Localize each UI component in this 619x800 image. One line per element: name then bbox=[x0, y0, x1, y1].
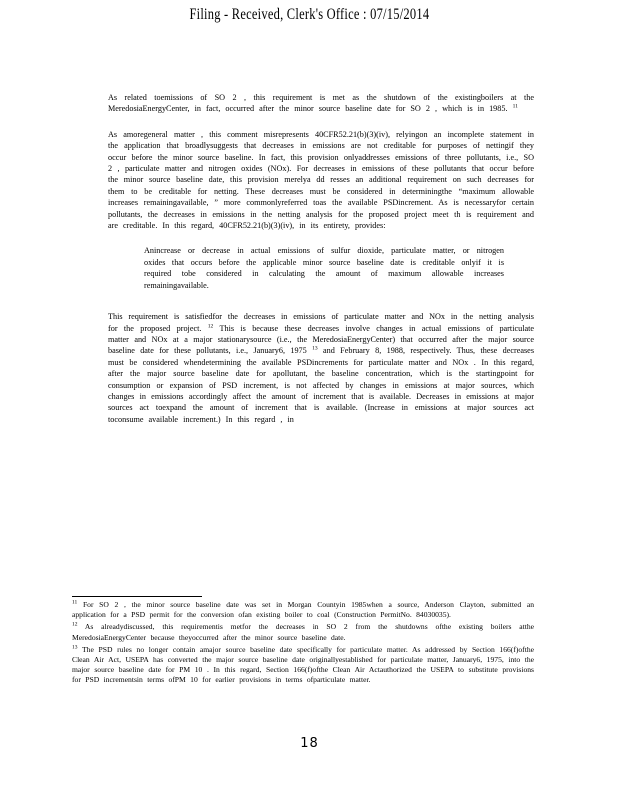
paragraph-text-part-1: This requirement is satisfiedfor the decreases in emissions of particulate matter and NOx in the netting analysis for the proposed project. bbox=[108, 312, 534, 333]
footnote-text: As alreadydiscussed, this requirementis metfor the decreases in SO 2 from the shutdowns ofthe existing boilers atthe MeredosiaEnergyCenter because theyoccurred after the minor source baseline date. bbox=[72, 622, 534, 642]
footnote-text: The PSD rules no longer contain amajor source baseline date specifically for particulate matter. As addressed by Section 166(f)ofthe Clean Air Act, USEPA has converted the major source baseline date originallyestablished for particulate matter, January6, 1975, into the major source baseline date for PM 10 . In this regard, Section 166(f)ofthe Clean Air Actauthorized the USEPA to substitute provisions for PSD incrementsin terms ofPM 10 for earlier provisions in terms ofparticulate matter. bbox=[72, 644, 534, 685]
paragraph-text-part-3: and February 8, 1988, respectively. Thus, these decreases must be considered whendetermining the available PSDincrements for particulate matter and NOx . In this regard, after the major source baseline date for apollutant, the baseline concentration, which is the startingpoint for consumption or expansion of PSD increment, is not affected by changes in emissions at major sources, which changes in emissions accordingly affect the amount of increment that is available. Decreases in emissions at major sources act toexpand the amount of increment that is available. (Increase in emissions at major sources act toconsume available increment.) In this regard , in bbox=[108, 346, 535, 424]
footnotes-section bbox=[72, 600, 534, 688]
page-number: 18 bbox=[300, 736, 319, 751]
footnote-ref-12[interactable]: 12 bbox=[207, 322, 214, 329]
block-quote-regulation: Anincrease or decrease in actual emissions of sulfur dioxide, particulate matter, or nitrogen oxides that occurs before the applicable minor source baseline date is creditable onlyif it is required tobe considered in calculating the amount of maximum allowable increases remainingavailable. bbox=[144, 246, 504, 290]
footnote-number: 12 bbox=[72, 621, 78, 628]
footnote-divider bbox=[72, 596, 202, 597]
footnote-ref-11[interactable]: 11 bbox=[512, 103, 518, 110]
paragraph-requirement-satisfied bbox=[108, 311, 534, 425]
footnote-number: 13 bbox=[72, 644, 78, 651]
footnote-ref-13[interactable]: 13 bbox=[312, 345, 318, 352]
footnote-12 bbox=[72, 622, 534, 642]
paragraph-text: As related toemissions of SO 2 , this requirement is met as the shutdown of the existingboilers at the MeredosiaEnergyCenter, in fact, occurred after the minor source baseline date for SO 2 , which is in 1985. bbox=[108, 93, 534, 114]
footnote-13 bbox=[72, 645, 534, 686]
filing-header: Filing - Received, Clerk's Office : 07/15/2014 bbox=[189, 6, 430, 23]
paragraph-text-part-2: This is because these decreases involve changes in actual emissions of particulate matter and NOx at a major stationarysource (i.e., the MeredosiaEnergyCenter) that occurred after the major source baseline date for these pollutants, i.e., January6, 1975 bbox=[108, 323, 535, 356]
paragraph-so2-requirement bbox=[108, 92, 534, 115]
footnote-11 bbox=[72, 600, 534, 620]
paragraph-general-matter: As amoregeneral matter , this comment misrepresents 40CFR52.21(b)(3)(iv), relyingon an incomplete statement in the application that broadlysuggests that decreases in emissions are not creditable for purposes of nettingif they occur before the minor source baseline. In fact, this provision onlyaddresses emissions of three pollutants, i.e., SO 2 , particulate matter and nitrogen oxides (NOx). For decreases in emissions of these pollutants that occur before the minor source baseline date, this provision merelya dd resses an additional requirement on such decreases for them to be creditable for netting. These decreases must be considered in determiningthe “maximum allowable increases remainingavailable, ” more commonlyreferred toas the available PSDincrement. As is necessaryfor certain pollutants, the decreases in emissions in the netting analysis for the proposed project meet th is requirement and are creditable. In this regard, 40CFR52.21(b)(3)(iv), in its entirety, provides: bbox=[108, 129, 534, 231]
document-body bbox=[108, 92, 534, 439]
footnote-number: 11 bbox=[72, 599, 78, 606]
footnote-text: For SO 2 , the minor source baseline date was set in Morgan Countyin 1985when a source, Anderson Clayton, submitted an application for a PSD permit for the conversion ofan existing boiler to coal (Construction PermitNo. 84030035). bbox=[72, 600, 534, 620]
